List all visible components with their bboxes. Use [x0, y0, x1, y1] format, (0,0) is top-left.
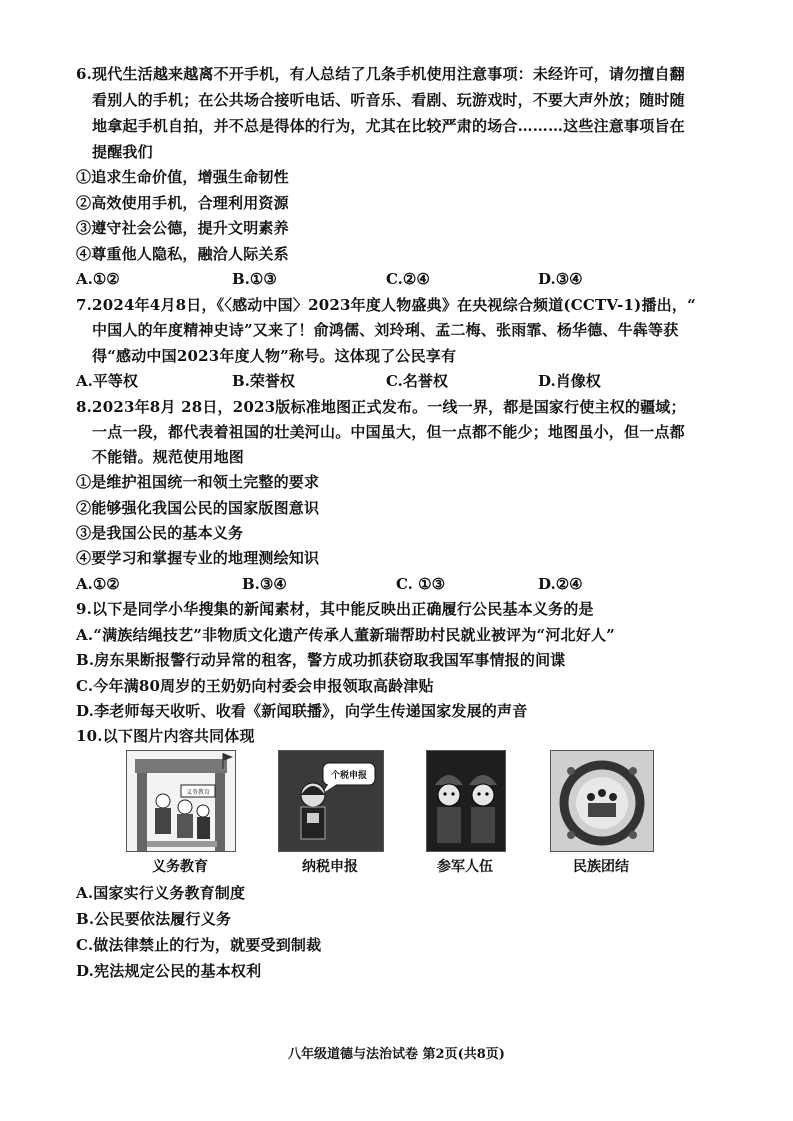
q8-stem-line-3: 不能错。规范使用地图: [92, 448, 245, 466]
q8-item-4: ④要学习和掌握专业的地理测绘知识: [76, 549, 320, 567]
q6-item-2: ②高效使用手机，合理利用资源: [76, 194, 289, 212]
q9-option-c[interactable]: C.今年满80周岁的王奶奶向村委会申报领取高龄津贴: [76, 677, 434, 695]
q8-options: [76, 574, 716, 594]
q6-option-a[interactable]: A.①②: [76, 270, 120, 288]
q8-stem-line-1: 8.2023年8月 28日，2023版标准地图正式发布。一线一界，都是国家行使主权的疆域；: [76, 398, 686, 416]
q8-stem-line-2: 一点一段，都代表着祖国的壮美河山。中国虽大，但一点都不能少；地图虽小，但一点都: [92, 423, 685, 441]
picture-tax-declaration: [278, 750, 384, 852]
q6-stem-line-4: 提醒我们: [92, 143, 153, 161]
q6-option-d[interactable]: D.③④: [538, 270, 583, 288]
q9-option-d[interactable]: D.李老师每天收听、收看《新闻联播》，向学生传递国家发展的声音: [76, 702, 528, 720]
q6-item-1: ①追求生命价值，增强生命韧性: [76, 168, 289, 186]
q6-item-3: ③遵守社会公德，提升文明素养: [76, 219, 289, 237]
q6-stem-line-3: 地拿起手机自拍，并不总是得体的行为，尤其在比较严肃的场合………这些注意事项旨在: [92, 117, 685, 135]
ethnic-unity-illustration: [551, 751, 653, 851]
picture-caption-1: 义务教育: [152, 859, 208, 875]
q8-option-b[interactable]: B.③④: [242, 575, 287, 593]
picture-compulsory-education: [126, 750, 236, 852]
q7-options: [76, 371, 716, 391]
q7-stem-line-1: 7.2024年4月8日，《〈感动中国〉2023年度人物盛典》在央视综合频道(CCTV-1)播出，“: [76, 296, 696, 314]
tax-declaration-illustration: [279, 751, 383, 851]
picture-caption-4: 民族团结: [573, 859, 629, 875]
picture-ethnic-unity: [550, 750, 654, 852]
speech-bubble-text: 个税申报: [330, 771, 368, 781]
q7-stem-line-2: 中国人的年度精神史诗”又来了！俞鸿儒、刘玲琍、孟二梅、张雨霏、杨华德、牛犇等获: [92, 321, 679, 339]
q6-stem-line-2: 看别人的手机；在公共场合接听电话、听音乐、看剧、玩游戏时，不要大声外放；随时随: [92, 91, 685, 109]
q7-option-b[interactable]: B.荣誉权: [232, 372, 295, 390]
q8-option-c[interactable]: C. ①③: [396, 575, 446, 593]
q7-option-a[interactable]: A.平等权: [76, 372, 138, 390]
q9-stem: 9.以下是同学小华搜集的新闻素材，其中能反映出正确履行公民基本义务的是: [76, 600, 594, 618]
q8-item-2: ②能够强化我国公民的国家版图意识: [76, 499, 320, 517]
school-gate-illustration: [127, 751, 235, 851]
q6-option-c[interactable]: C.②④: [386, 270, 430, 288]
q10-option-c[interactable]: C.做法律禁止的行为，就要受到制裁: [76, 936, 322, 954]
page-footer: 八年级道德与法治试卷 第2页(共8页): [288, 1047, 505, 1062]
q10-option-d[interactable]: D.宪法规定公民的基本权利: [76, 962, 262, 980]
q10-option-a[interactable]: A.国家实行义务教育制度: [76, 884, 246, 902]
q8-option-d[interactable]: D.②④: [538, 575, 583, 593]
gate-sign-text: 义务教育: [185, 789, 211, 796]
soldiers-illustration: [427, 751, 505, 851]
q7-option-d[interactable]: D.肖像权: [538, 372, 601, 390]
q10-stem: 10.以下图片内容共同体现: [76, 727, 255, 745]
q10-option-b[interactable]: B.公民要依法履行义务: [76, 910, 232, 928]
q6-option-b[interactable]: B.①③: [232, 270, 277, 288]
picture-caption-2: 纳税申报: [302, 859, 358, 875]
q8-option-a[interactable]: A.①②: [76, 575, 120, 593]
q6-options: [76, 269, 716, 289]
picture-caption-3: 参军人伍: [437, 859, 493, 875]
q9-option-b[interactable]: B.房东果断报警行动异常的租客，警方成功抓获窃取我国军事情报的间谍: [76, 651, 566, 669]
picture-join-army: [426, 750, 506, 852]
q6-stem-line-1: 6.现代生活越来越离不开手机，有人总结了几条手机使用注意事项：未经许可，请勿擅自翻: [76, 65, 685, 83]
q9-option-a[interactable]: A.“满族结绳技艺”非物质文化遗产传承人董新瑞帮助村民就业被评为“河北好人”: [76, 626, 615, 644]
q7-stem-line-3: 得“感动中国2023年度人物”称号。这体现了公民享有: [92, 347, 457, 365]
q8-item-3: ③是我国公民的基本义务: [76, 524, 244, 542]
q8-item-1: ①是维护祖国统一和领土完整的要求: [76, 473, 320, 491]
q6-item-4: ④尊重他人隐私，融洽人际关系: [76, 245, 289, 263]
q7-option-c[interactable]: C.名誉权: [386, 372, 448, 390]
